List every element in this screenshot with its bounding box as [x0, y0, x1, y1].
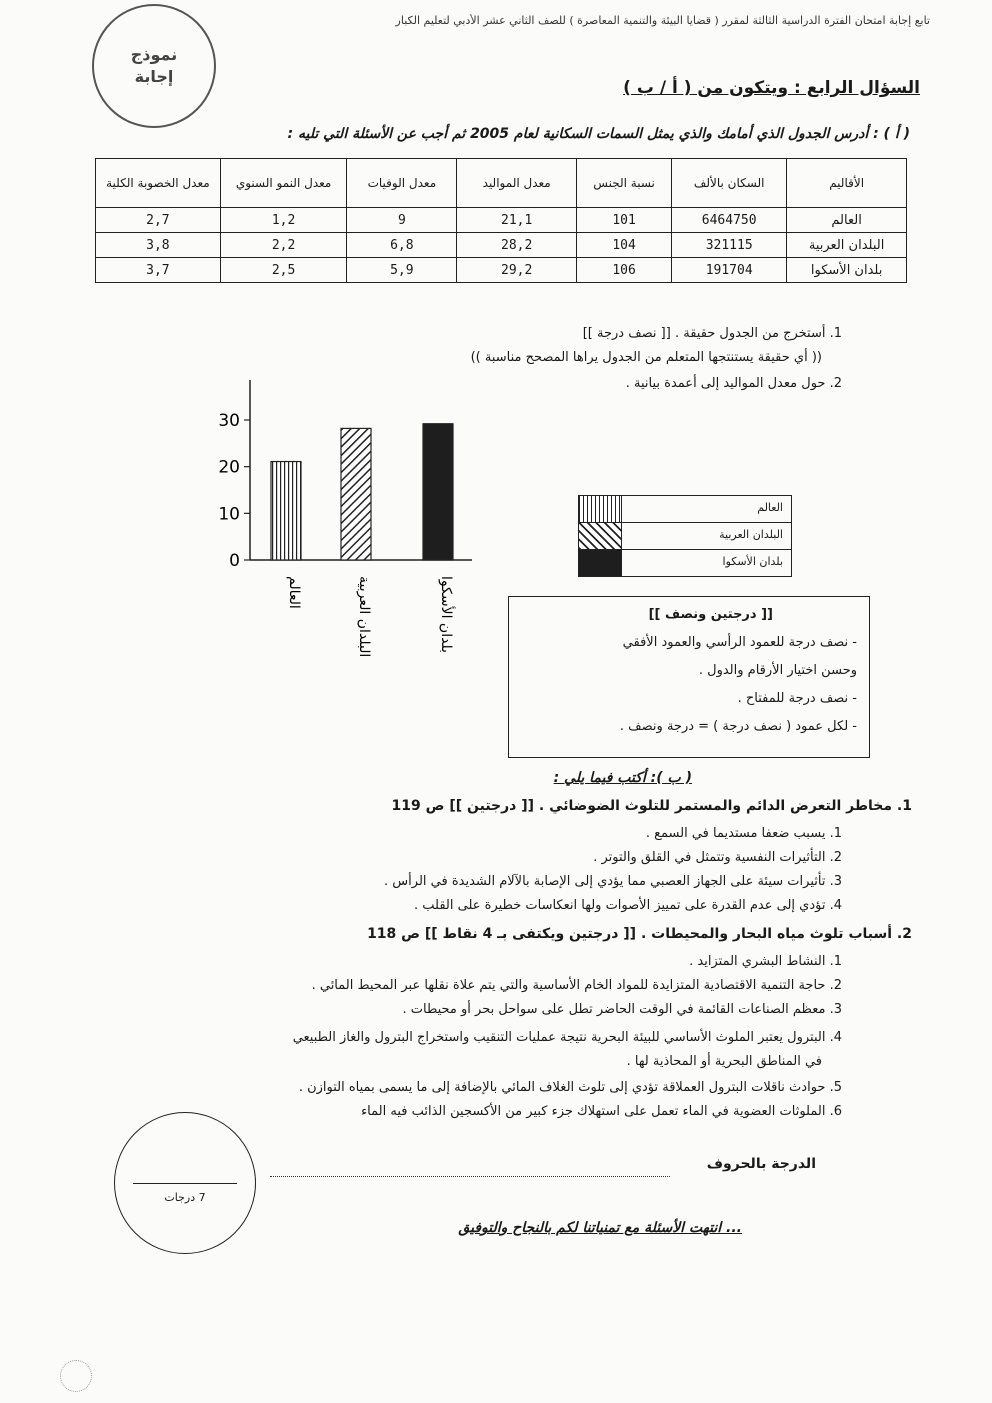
- table-header: معدل الخصوبة الكلية: [96, 159, 221, 208]
- official-stamp: [92, 4, 216, 128]
- bar-2: [341, 428, 371, 560]
- grading-line: - لكل عمود ( نصف درجة ) = درجة ونصف .: [619, 719, 857, 734]
- grading-line: - نصف درجة للمفتاح .: [737, 691, 857, 706]
- table-cell: 2,2: [220, 233, 347, 258]
- y-tick-label: 30: [218, 411, 240, 431]
- legend-swatch: [579, 523, 622, 549]
- section-title: 2. أسباب تلوث مياه البحار والمحيطات . [[ درجتين ويكتفى بـ 4 نقاط ]] ص 118: [367, 926, 912, 942]
- table-header: معدل الوفيات: [347, 159, 457, 208]
- list-item: 4. تؤدي إلى عدم القدرة على تمييز الأصوات ولها انعكاسات خطيرة على القلب .: [414, 898, 842, 913]
- stamp-line1: نموذج: [130, 45, 178, 64]
- closing-text: ... انتهت الأسئلة مع تمنياتنا لكم بالنجاح والتوفيق: [458, 1220, 742, 1236]
- grading-title: [[ درجتين ونصف ]]: [648, 607, 773, 622]
- chart-legend: [578, 495, 792, 577]
- table-cell: العالم: [787, 208, 907, 233]
- score-divider: [133, 1183, 237, 1184]
- table-header-row: [96, 159, 907, 208]
- table-header: نسبة الجنس: [577, 159, 672, 208]
- table-cell: 9: [347, 208, 457, 233]
- part-a-instruction: ( أ ) : أدرس الجدول الذي أمامك والذي يمثل السمات السكانية لعام 2005 ثم أجب عن الأسئلة التي تليه :: [287, 126, 910, 142]
- question-title: السؤال الرابع : ويتكون من ( أ / ب ): [623, 78, 920, 98]
- legend-item: [579, 496, 791, 523]
- table-cell: 106: [577, 258, 672, 283]
- part-b-title: ( ب ): أكتب فيما يلي :: [553, 770, 692, 786]
- table-cell: 321115: [672, 233, 787, 258]
- q1-note: (( أي حقيقة يستنتجها المتعلم من الجدول يراها المصحح مناسبة )): [470, 350, 822, 365]
- grading-line: - نصف درجة للعمود الرأسي والعمود الأفقي: [622, 635, 857, 650]
- y-tick-label: 20: [218, 457, 240, 478]
- table-row: [96, 233, 907, 258]
- score-total: 7 درجات: [164, 1191, 206, 1204]
- list-item: 3. تأثيرات سيئة على الجهاز العصبي مما يؤدي إلى الإصابة بالآلام الشديدة في الرأس .: [384, 874, 842, 889]
- population-table: [95, 158, 907, 283]
- table-header: السكان بالألف: [672, 159, 787, 208]
- list-item: 3. معظم الصناعات القائمة في الوقت الحاضر تطل على سواحل بحر أو محيطات .: [402, 1002, 842, 1017]
- list-item: 5. حوادث ناقلات البترول العملاقة تؤدي إلى تلوث الغلاف المائي بالإضافة إلى ما يسمى بمياه التوازن .: [298, 1080, 842, 1095]
- grade-dotted-line: [270, 1176, 670, 1177]
- table-row: [96, 258, 907, 283]
- list-item: في المناطق البحرية أو المحاذية لها .: [626, 1054, 822, 1069]
- legend-item: [579, 523, 791, 550]
- legend-swatch: [579, 496, 622, 522]
- table-cell: 3,8: [96, 233, 221, 258]
- page-mark: [60, 1360, 92, 1392]
- table-cell: 104: [577, 233, 672, 258]
- table-cell: بلدان الأسكوا: [787, 258, 907, 283]
- table-cell: 101: [577, 208, 672, 233]
- y-tick-label: 10: [218, 504, 240, 525]
- legend-label: البلدان العربية: [719, 528, 783, 541]
- x-tick-label: العالم: [286, 576, 302, 609]
- table-cell: 3,7: [96, 258, 221, 283]
- grade-in-words-label: الدرجة بالحروف: [706, 1156, 816, 1172]
- table-header: معدل المواليد: [457, 159, 577, 208]
- section-title: 1. مخاطر التعرض الدائم والمستمر للتلوث الضوضائي . [[ درجتين ]] ص 119: [391, 798, 912, 814]
- x-tick-label: بلدان الأسكوا: [438, 576, 454, 653]
- stamp-line2: إجابة: [134, 67, 174, 86]
- births-bar-chart: [212, 380, 492, 690]
- list-item: 1. النشاط البشري المتزايد .: [689, 954, 842, 969]
- list-item: 2. التأثيرات النفسية وتتمثل في القلق والتوتر .: [593, 850, 842, 865]
- stamp-text: [104, 44, 204, 88]
- header-line: تابع إجابة امتحان الفترة الدراسية الثالثة لمقرر ( قضايا البيئة والتنمية المعاصرة ) للصف الثاني عشر الأدبي لتعليم الكبار: [395, 14, 930, 27]
- legend-item: [579, 550, 791, 576]
- table-cell: 28,2: [457, 233, 577, 258]
- bar-3: [423, 424, 453, 560]
- table-cell: 5,9: [347, 258, 457, 283]
- table-cell: 1,2: [220, 208, 347, 233]
- legend-swatch: [579, 550, 622, 576]
- list-item: 4. البترول يعتبر الملوث الأساسي للبيئة البحرية نتيجة عمليات التنقيب واستخراج البترول والغاز الطبيعي: [292, 1030, 842, 1045]
- legend-label: العالم: [757, 501, 783, 514]
- table-row: [96, 208, 907, 233]
- list-item: 1. يسبب ضعفا مستديما في السمع .: [645, 826, 842, 841]
- grading-box: [508, 596, 870, 758]
- list-item: 6. الملوثات العضوية في الماء تعمل على استهلاك جزء كبير من الأكسجين الذائب فيه الماء: [361, 1104, 842, 1119]
- score-circle: [114, 1112, 256, 1254]
- table-cell: 2,7: [96, 208, 221, 233]
- table-header: معدل النمو السنوي: [220, 159, 347, 208]
- x-tick-label: البلدان العربية: [356, 576, 372, 658]
- q1-text: 1. أستخرج من الجدول حقيقة . [[ نصف درجة ]]: [582, 326, 842, 341]
- table-cell: 21,1: [457, 208, 577, 233]
- legend-label: بلدان الأسكوا: [722, 555, 783, 568]
- grading-line: وحسن اختيار الأرقام والدول .: [698, 663, 857, 678]
- table-cell: البلدان العربية: [787, 233, 907, 258]
- q2-text: 2. حول معدل المواليد إلى أعمدة بيانية .: [625, 376, 842, 391]
- table-cell: 6,8: [347, 233, 457, 258]
- bar-1: [271, 462, 301, 560]
- table-header: الأقاليم: [787, 159, 907, 208]
- table-cell: 6464750: [672, 208, 787, 233]
- table-cell: 29,2: [457, 258, 577, 283]
- y-tick-label: 0: [229, 551, 240, 571]
- table-cell: 191704: [672, 258, 787, 283]
- table-cell: 2,5: [220, 258, 347, 283]
- list-item: 2. حاجة التنمية الاقتصادية المتزايدة للمواد الخام الأساسية والتي يتم علاة نقلها عبر المحيط المائي .: [311, 978, 842, 993]
